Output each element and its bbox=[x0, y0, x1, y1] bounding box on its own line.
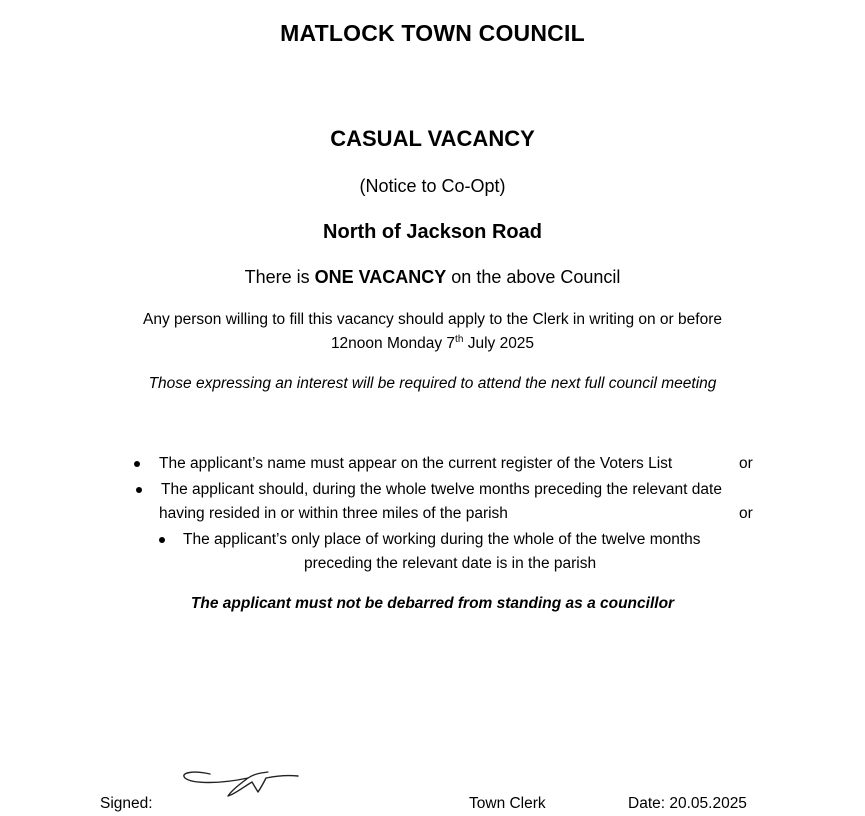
criteria-item-2-line2: having resided in or within three miles of the parish bbox=[159, 505, 508, 522]
criteria-item-1: The applicant’s name must appear on the current register of the Voters List bbox=[159, 455, 673, 472]
criteria-item-2-or: or bbox=[739, 505, 753, 522]
vacancy-statement bbox=[0, 267, 865, 288]
deadline-prefix: 12noon Monday 7 bbox=[330, 335, 456, 352]
criteria-item-3-line2: preceding the relevant date is in the parish bbox=[304, 555, 597, 572]
bullet-icon bbox=[134, 461, 140, 467]
interest-note: Those expressing an interest will be required to attend the next full council meeting bbox=[148, 375, 717, 392]
bullet-icon bbox=[159, 537, 165, 543]
signatory-role: Town Clerk bbox=[469, 795, 546, 812]
deadline-suffix: July 2025 bbox=[463, 335, 535, 352]
notice-date: Date: 20.05.2025 bbox=[628, 795, 747, 812]
criteria-item-3-line1: The applicant’s only place of working during the whole of the twelve months bbox=[183, 531, 701, 548]
vacancy-count: ONE VACANCY bbox=[314, 267, 447, 287]
vacancy-suffix: on the above Council bbox=[446, 267, 621, 287]
notice-title: CASUAL VACANCY bbox=[330, 126, 535, 151]
apply-deadline bbox=[0, 335, 865, 353]
apply-instruction-line1: Any person willing to fill this vacancy should apply to the Clerk in writing on or before bbox=[143, 311, 722, 328]
vacancy-prefix: There is bbox=[244, 267, 315, 287]
signed-label: Signed: bbox=[100, 795, 153, 812]
ward-name: North of Jackson Road bbox=[323, 221, 542, 243]
bullet-icon bbox=[136, 487, 142, 493]
deadline-ordinal: th bbox=[455, 333, 464, 345]
signature-image bbox=[180, 764, 305, 804]
debarred-note: The applicant must not be debarred from standing as a councillor bbox=[190, 595, 675, 612]
criteria-item-2-line1: The applicant should, during the whole twelve months preceding the relevant date bbox=[161, 481, 722, 498]
council-name: MATLOCK TOWN COUNCIL bbox=[280, 20, 585, 46]
criteria-item-1-or: or bbox=[739, 455, 753, 472]
notice-subtitle: (Notice to Co-Opt) bbox=[359, 176, 506, 196]
